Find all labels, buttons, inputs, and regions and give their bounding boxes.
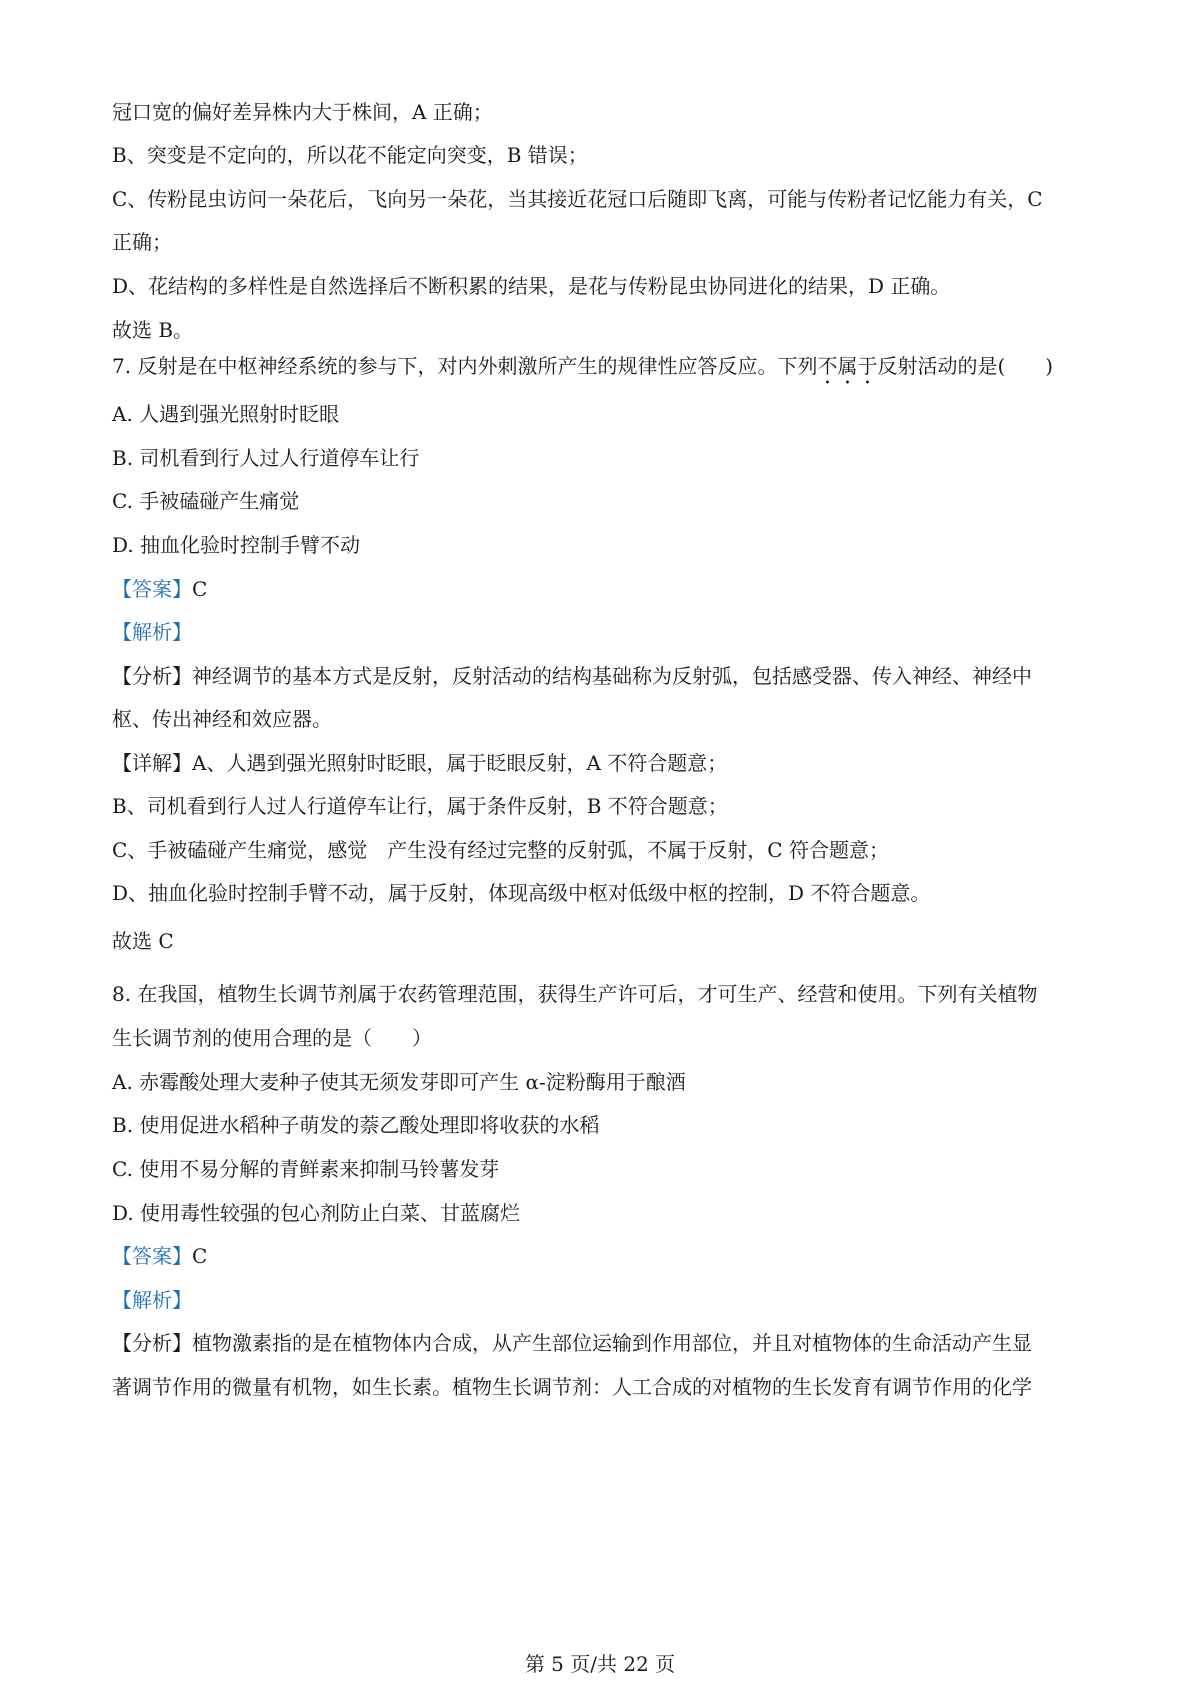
q7-xiangjie-line-c: C、手被磕碰产生痛觉，感觉 产生没有经过完整的反射弧，不属于反射，C 符合题意； [112, 838, 889, 862]
q7-answer-tag: 【答案】 [112, 577, 192, 601]
q7-fenxi-line-1 [112, 662, 1102, 690]
q8-option-b: B. 使用促进水稻种子萌发的萘乙酸处理即将收获的水稻 [112, 1113, 600, 1137]
q8-fenxi-line-1 [112, 1329, 1102, 1357]
q8-analysis-tag: 【解析】 [112, 1288, 192, 1312]
q8-option-c: C. 使用不易分解的青鲜素来抑制马铃薯发芽 [112, 1157, 500, 1181]
q7-xiangjie-text-a: A、人遇到强光照射时眨眼，属于眨眼反射，A 不符合题意； [192, 751, 728, 775]
q6-explain-line-1: 冠口宽的偏好差异株内大于株间，A 正确； [112, 100, 493, 124]
q6-conclusion: 故选 B。 [112, 318, 194, 342]
q7-xiangjie-tag: 【详解】 [112, 751, 192, 775]
q7-option-a: A. 人遇到强光照射时眨眼 [112, 402, 340, 426]
q6-explain-line-c: C、传粉昆虫访问一朵花后，飞向另一朵花，当其接近花冠口后随即飞离，可能与传粉者记忆能力有关，C [112, 187, 1043, 211]
q7-option-d: D. 抽血化验时控制手臂不动 [112, 533, 361, 557]
q7-answer [112, 575, 1102, 603]
q7-xiangjie-line-a [112, 749, 1102, 777]
q7-xiangjie-line-b: B、司机看到行人过人行道停车让行，属于条件反射，B 不符合题意； [112, 794, 728, 818]
q7-analysis-tag: 【解析】 [112, 620, 192, 644]
q7-conclusion: 故选 C [112, 929, 174, 953]
q7-stem-emphasis: 不属于 [817, 354, 878, 378]
q7-fenxi-text-1: 神经调节的基本方式是反射，反射活动的结构基础称为反射弧，包括感受器、传入神经、神经中 [192, 664, 1032, 688]
q6-explain-line-b: B、突变是不定向的，所以花不能定向突变，B 错误； [112, 143, 588, 167]
q7-option-c: C. 手被磕碰产生痛觉 [112, 489, 300, 513]
q8-answer-tag: 【答案】 [112, 1244, 192, 1268]
q7-analysis-heading [112, 618, 1102, 646]
q8-fenxi-text-1: 植物激素指的是在植物体内合成，从产生部位运输到作用部位，并且对植物体的生命活动产生显 [192, 1331, 1032, 1355]
q7-fenxi-tag: 【分析】 [112, 664, 192, 688]
q8-stem-line-2: 生长调节剂的使用合理的是（ ） [112, 1026, 432, 1050]
q8-fenxi-tag: 【分析】 [112, 1331, 192, 1355]
q6-explain-line-c-cont: 正确； [112, 230, 172, 254]
q6-explain-line-d: D、花结构的多样性是自然选择后不断积累的结果，是花与传粉昆虫协同进化的结果，D 正确。 [112, 274, 951, 298]
q7-stem-part-2: 反射活动的是( ) [877, 354, 1054, 378]
q7-answer-value: C [192, 577, 208, 601]
q8-answer [112, 1242, 1102, 1270]
q8-answer-value: C [192, 1244, 208, 1268]
q8-analysis-heading [112, 1286, 1102, 1314]
page-footer: 第 5 页/共 22 页 [524, 1652, 676, 1676]
q7-stem-part-1: 7. 反射是在中枢神经系统的参与下，对内外刺激所产生的规律性应答反应。下列 [112, 354, 818, 378]
q8-option-a: A. 赤霉酸处理大麦种子使其无须发芽即可产生 α-淀粉酶用于酿酒 [112, 1070, 686, 1094]
q7-option-b: B. 司机看到行人过人行道停车让行 [112, 446, 420, 470]
q7-stem [112, 352, 1102, 389]
q8-option-d: D. 使用毒性较强的包心剂防止白菜、甘蓝腐烂 [112, 1201, 521, 1225]
q7-fenxi-line-2: 枢、传出神经和效应器。 [112, 707, 332, 731]
q7-xiangjie-line-d: D、抽血化验时控制手臂不动，属于反射，体现高级中枢对低级中枢的控制，D 不符合题意。 [112, 881, 931, 905]
q8-stem-line-1: 8. 在我国，植物生长调节剂属于农药管理范围，获得生产许可后，才可生产、经营和使用。下列有关植物 [112, 982, 1038, 1006]
q8-fenxi-line-2: 著调节作用的微量有机物，如生长素。植物生长调节剂：人工合成的对植物的生长发育有调节作用的化学 [112, 1375, 1032, 1399]
